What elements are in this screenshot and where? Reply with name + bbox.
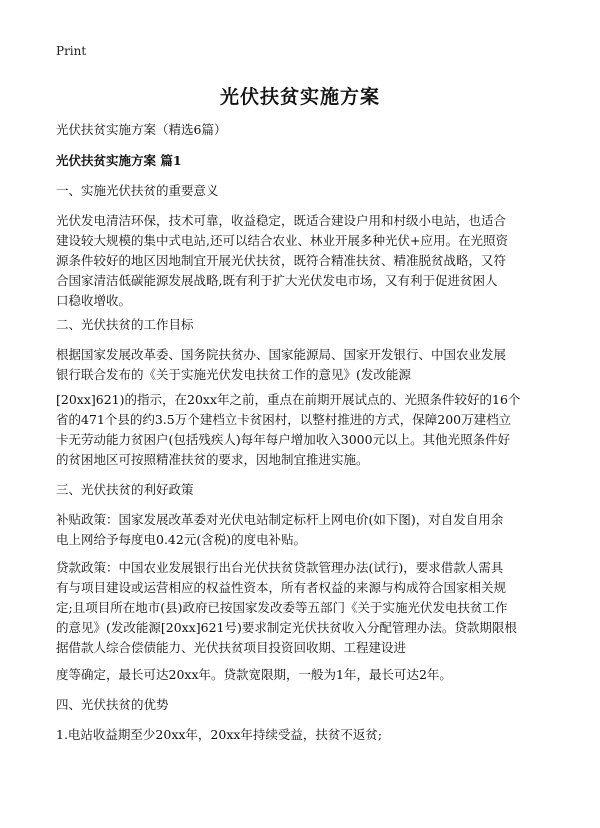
paragraph-line: 贷款政策：中国农业发展银行出台光伏扶贫贷款管理办法(试行)，要求借款人需具: [56, 560, 504, 575]
paragraph-line: 源条件较好的地区因地制宜开展光伏扶贫，既符合精准扶贫、精准脱贫战略，又符: [56, 253, 507, 268]
chapter-heading: 光伏扶贫实施方案 篇1: [56, 153, 182, 168]
section4-item-1: 1.电站收益期至少20xx年，20xx年持续受益，扶贫不返贫;: [56, 727, 383, 742]
subsidy-policy-paragraph: [56, 510, 550, 550]
section2-paragraph-a: [56, 345, 550, 385]
paragraph-line: 电上网给予每度电0.42元(含税)的度电补贴。: [56, 532, 307, 547]
paragraph-line: 合国家清洁低碳能源发展战略,既有利于扩大光伏发电市场，又有利于促进贫困人: [56, 273, 498, 288]
loan-policy-tail: 度等确定，最长可达20xx年。贷款宽限期，一般为1年，最长可达2年。: [56, 667, 452, 682]
document-title: 光伏扶贫实施方案: [219, 86, 380, 108]
section1-heading: 一、实施光伏扶贫的重要意义: [56, 183, 219, 198]
paragraph-line: 光伏发电清洁环保，技术可靠，收益稳定，既适合建设户用和村级小电站，也适合: [56, 213, 507, 228]
section2-heading: 二、光伏扶贫的工作目标: [56, 317, 194, 332]
paragraph-line: [20xx]621)的指示，在20xx年之前，重点在前期开展试点的、光照条件较好的16个: [56, 392, 521, 407]
section3-heading: 三、光伏扶贫的利好政策: [56, 482, 194, 497]
paragraph-line: 省的471个县的约3.5万个建档立卡贫困村，以整村推进的方式，保障200万建档立: [56, 412, 512, 427]
section1-paragraph: [56, 211, 550, 311]
paragraph-line: 建设较大规模的集中式电站,还可以结合农业、林业开展多种光伏+应用。在光照资: [56, 233, 508, 248]
print-label: Print: [56, 44, 87, 58]
loan-policy-paragraph: [56, 558, 550, 658]
paragraph-line: 卡无劳动能力贫困户(包括残疾人)每年每户增加收入3000元以上。其他光照条件好: [56, 432, 511, 447]
paragraph-line: 银行联合发布的《关于实施光伏发电扶贫工作的意见》(发改能源: [56, 367, 411, 382]
section2-paragraph-b: [56, 390, 550, 470]
paragraph-line: 据借款人综合偿债能力、光伏扶贫项目投资回收期、工程建设进: [56, 640, 407, 655]
paragraph-line: 的贫困地区可按照精准扶贫的要求，因地制宜推进实施。: [56, 452, 369, 467]
paragraph-line: 补贴政策：国家发展改革委对光伏电站制定标杆上网电价(如下图)，对自发自用余: [56, 512, 504, 527]
document-subtitle: 光伏扶贫实施方案（精选6篇）: [56, 122, 227, 137]
section4-heading: 四、光伏扶贫的优势: [56, 697, 169, 712]
paragraph-line: 有与项目建设或运营相应的权益性资本，所有者权益的来源与构成符合国家相关规: [56, 580, 507, 595]
paragraph-line: 的意见》(发改能源[20xx]621号)要求制定光伏扶贫收入分配管理办法。贷款期限根: [56, 620, 517, 635]
paragraph-line: 口稳收增收。: [56, 293, 132, 308]
paragraph-line: 定;且项目所在地市(县)政府已按国家发改委等五部门《关于实施光伏发电扶贫工作: [56, 600, 508, 615]
paragraph-line: 根据国家发展改革委、国务院扶贫办、国家能源局、国家开发银行、中国农业发展: [56, 347, 507, 362]
